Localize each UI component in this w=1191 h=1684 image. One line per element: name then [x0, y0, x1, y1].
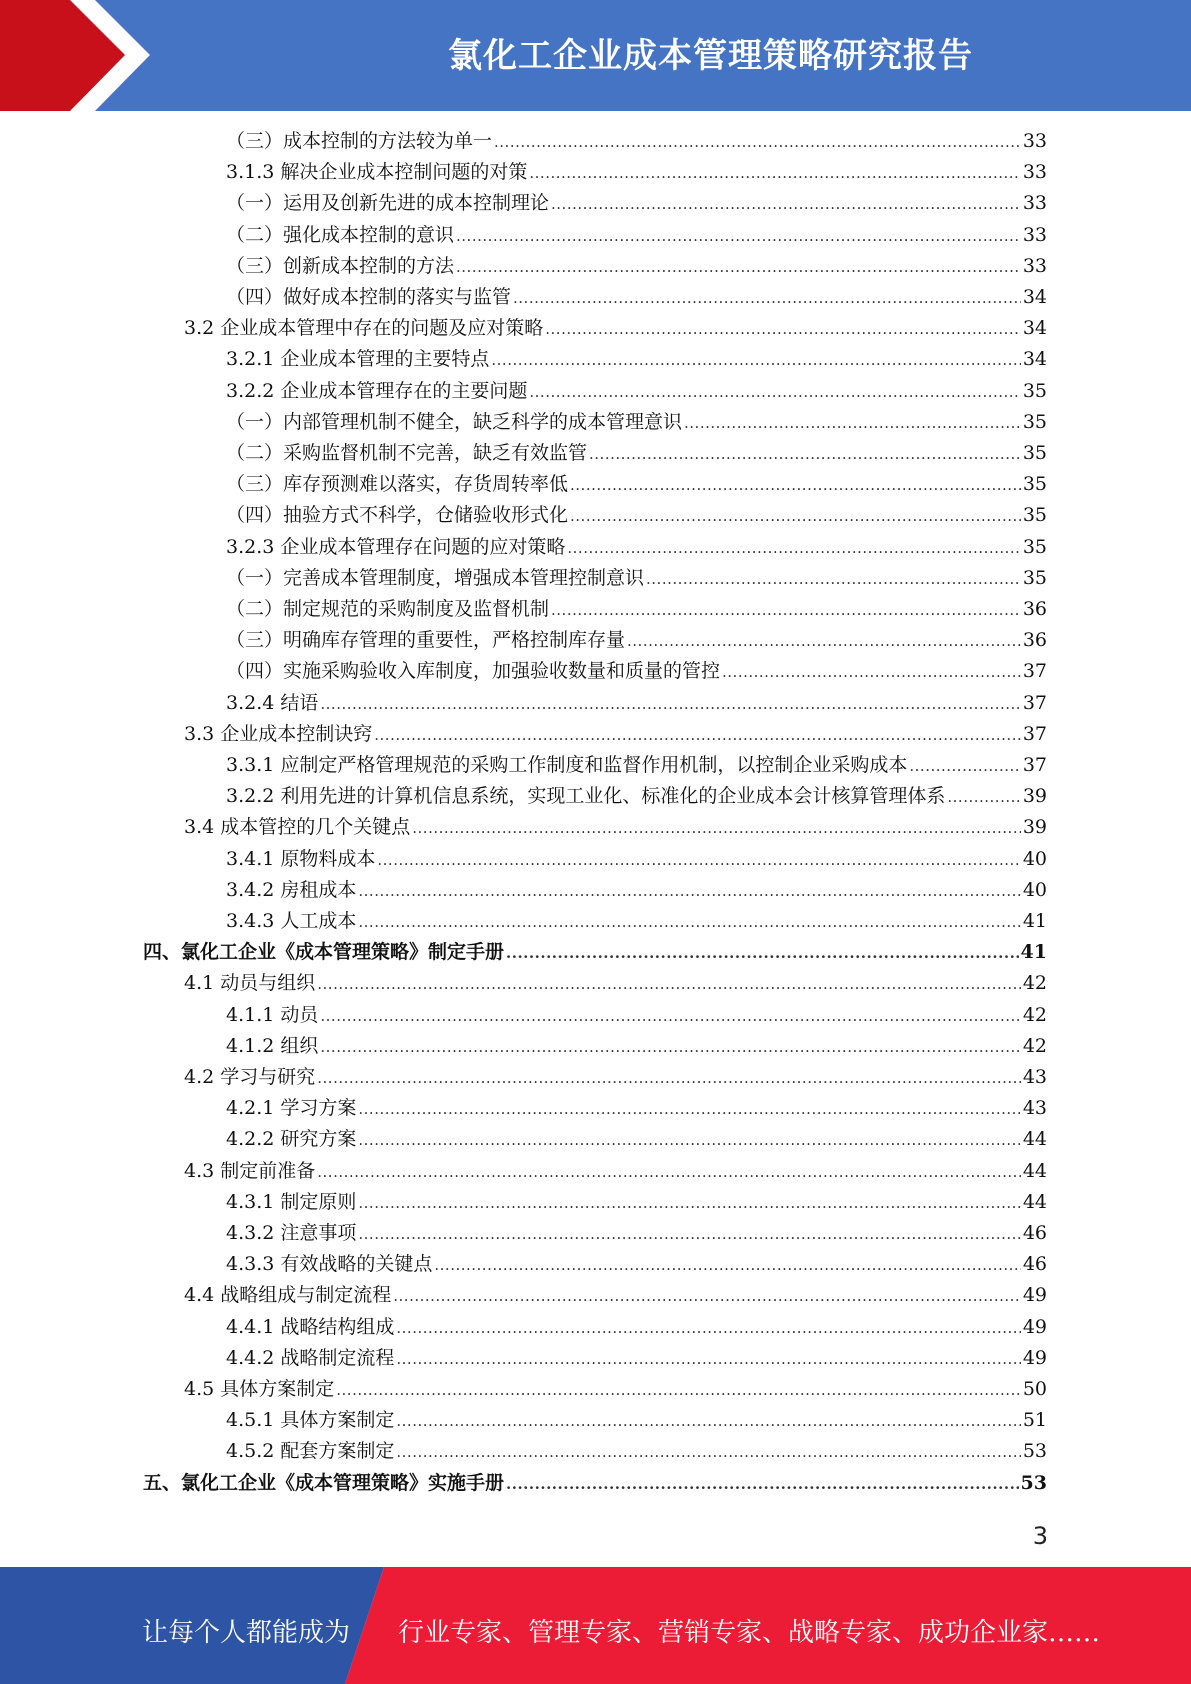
- toc-leader-dots: [627, 632, 1021, 650]
- toc-leader-dots: [434, 1256, 1020, 1274]
- toc-entry-label: （二）采购监督机制不完善，缺乏有效监管: [226, 442, 588, 464]
- toc-leader-dots: [320, 1007, 1020, 1025]
- toc-leader-dots: [722, 663, 1021, 681]
- toc-entry-page: 49: [1022, 1346, 1047, 1369]
- page-header: [0, 0, 1191, 111]
- toc-leader-dots: [506, 1475, 1019, 1493]
- toc-leader-dots: [491, 351, 1020, 369]
- toc-entry-label: 4.3 制定前准备: [184, 1159, 316, 1182]
- toc-leader-dots: [909, 757, 1020, 775]
- toc-entry-label: 4.3.2 注意事项: [226, 1222, 357, 1244]
- toc-entry[interactable]: [226, 750, 1047, 781]
- toc-leader-dots: [494, 133, 1021, 151]
- footer-slogan-right: 行业专家、管理专家、营销专家、战略专家、成功企业家……: [398, 1618, 1101, 1648]
- toc-entry[interactable]: [226, 906, 1047, 937]
- toc-leader-dots: [317, 1163, 1021, 1181]
- toc-entry[interactable]: [226, 1312, 1047, 1343]
- toc-entry-label: 3.2.2 利用先进的计算机信息系统，实现工业化、标准化的企业成本会计核算管理体系: [226, 785, 946, 808]
- toc-entry-label: （二）制定规范的采购制度及监督机制: [226, 598, 550, 620]
- toc-entry-label: （一）运用及创新先进的成本控制理论: [226, 192, 550, 215]
- toc-entry[interactable]: [226, 1249, 1047, 1280]
- toc-entry[interactable]: [143, 1468, 1047, 1499]
- page-number: 3: [1032, 1522, 1048, 1550]
- toc-entry-page: 44: [1022, 1159, 1047, 1182]
- toc-leader-dots: [396, 1412, 1020, 1430]
- toc-entry[interactable]: [226, 688, 1047, 719]
- toc-entry-page: 33: [1022, 223, 1047, 246]
- toc-entry[interactable]: [226, 407, 1047, 438]
- toc-leader-dots: [358, 1225, 1020, 1243]
- toc-entry[interactable]: [226, 1405, 1047, 1436]
- toc-entry-page: 36: [1022, 629, 1047, 652]
- toc-entry-page: 41: [1020, 941, 1047, 964]
- toc-entry-label: 3.4.3 人工成本: [226, 910, 357, 932]
- toc-entry-label: 4.3.3 有效战略的关键点: [226, 1253, 433, 1276]
- toc-entry-page: 35: [1022, 473, 1047, 496]
- toc-entry[interactable]: [226, 126, 1047, 157]
- toc-entry-page: 42: [1022, 1034, 1047, 1057]
- toc-entry[interactable]: [184, 968, 1047, 999]
- toc-leader-dots: [358, 913, 1020, 931]
- toc-entry[interactable]: [226, 1187, 1047, 1218]
- toc-entry-page: 35: [1022, 410, 1047, 433]
- toc-entry-label: 3.3.1 应制定严格管理规范的采购工作制度和监督作用机制，以控制企业采购成本: [226, 754, 908, 776]
- toc-entry[interactable]: [226, 563, 1047, 594]
- toc-leader-dots: [317, 1069, 1021, 1087]
- toc-entry-label: 4.5.2 配套方案制定: [226, 1440, 395, 1463]
- toc-leader-dots: [513, 289, 1021, 307]
- toc-entry-page: 37: [1022, 660, 1047, 683]
- toc-entry[interactable]: [226, 844, 1047, 875]
- toc-entry-label: （三）库存预测难以落实，存货周转率低: [226, 473, 569, 496]
- toc-entry[interactable]: [226, 220, 1047, 251]
- toc-leader-dots: [396, 1319, 1020, 1337]
- toc-entry-label: （一）完善成本管理制度，增强成本管理控制意识: [226, 566, 645, 589]
- toc-leader-dots: [529, 164, 1020, 182]
- toc-leader-dots: [320, 1038, 1020, 1056]
- toc-leader-dots: [358, 882, 1020, 900]
- toc-entry-label: 3.3 企业成本控制诀窍: [184, 722, 373, 745]
- toc-entry-page: 35: [1022, 566, 1047, 589]
- toc-entry-label: （四）抽验方式不科学，仓储验收形式化: [226, 504, 569, 527]
- toc-leader-dots: [567, 539, 1020, 557]
- toc-entry-page: 41: [1022, 910, 1047, 932]
- toc-entry[interactable]: [184, 719, 1047, 750]
- toc-entry[interactable]: [226, 188, 1047, 219]
- toc-leader-dots: [358, 1100, 1020, 1118]
- toc-entry[interactable]: [226, 1218, 1047, 1249]
- toc-leader-dots: [358, 1131, 1020, 1149]
- toc-entry[interactable]: [226, 656, 1047, 687]
- toc-entry[interactable]: [226, 344, 1047, 375]
- toc-entry-page: 51: [1022, 1409, 1047, 1432]
- toc-entry-label: 3.2 企业成本管理中存在的问题及应对策略: [184, 317, 544, 340]
- toc-entry[interactable]: [226, 594, 1047, 625]
- toc-leader-dots: [646, 570, 1021, 588]
- toc-leader-dots: [551, 195, 1021, 213]
- toc-entry-page: 35: [1022, 379, 1047, 402]
- toc-entry[interactable]: [184, 313, 1047, 344]
- toc-leader-dots: [336, 1381, 1021, 1399]
- toc-entry-label: （三）明确库存管理的重要性，严格控制库存量: [226, 629, 626, 652]
- toc-entry-page: 40: [1022, 847, 1047, 870]
- page-footer: [0, 1567, 1191, 1684]
- toc-entry[interactable]: [226, 625, 1047, 656]
- toc-entry-page: 37: [1022, 754, 1047, 776]
- report-title: 氯化工企业成本管理策略研究报告: [448, 36, 973, 76]
- toc-entry-label: 4.1.1 动员: [226, 1003, 319, 1026]
- toc-entry-page: 34: [1022, 317, 1047, 340]
- toc-entry[interactable]: [226, 1343, 1047, 1374]
- toc-entry-page: 46: [1022, 1253, 1047, 1276]
- toc-entry-label: 四、氯化工企业《成本管理策略》制定手册: [143, 941, 505, 964]
- toc-entry[interactable]: [226, 781, 1047, 812]
- toc-leader-dots: [377, 851, 1020, 869]
- toc-leader-dots: [358, 1194, 1020, 1212]
- toc-entry-label: （四）做好成本控制的落实与监管: [226, 286, 512, 308]
- toc-entry-page: 34: [1022, 286, 1047, 308]
- toc-leader-dots: [589, 445, 1021, 463]
- toc-leader-dots: [374, 726, 1021, 744]
- toc-entry-label: 4.3.1 制定原则: [226, 1190, 357, 1213]
- toc-leader-dots: [947, 788, 1020, 806]
- toc-entry[interactable]: [226, 282, 1047, 313]
- toc-entry-page: 44: [1022, 1190, 1047, 1213]
- toc-leader-dots: [320, 695, 1020, 713]
- toc-leader-dots: [551, 601, 1021, 619]
- toc-entry-page: 43: [1022, 1097, 1047, 1120]
- toc-entry-label: （三）成本控制的方法较为单一: [226, 130, 493, 152]
- toc-leader-dots: [317, 975, 1021, 993]
- toc-entry-label: 4.2.2 研究方案: [226, 1128, 357, 1151]
- toc-entry[interactable]: [184, 1062, 1047, 1093]
- toc-leader-dots: [570, 507, 1021, 525]
- toc-entry-label: 3.1.3 解决企业成本控制问题的对策: [226, 161, 528, 184]
- toc-entry[interactable]: [184, 1374, 1047, 1405]
- toc-entry-label: 4.5.1 具体方案制定: [226, 1409, 395, 1432]
- toc-entry[interactable]: [226, 1124, 1047, 1155]
- toc-entry[interactable]: [184, 1156, 1047, 1187]
- toc-entry-label: 4.4 战略组成与制定流程: [184, 1284, 392, 1307]
- toc-entry-page: 39: [1022, 816, 1047, 839]
- toc-entry[interactable]: [226, 875, 1047, 906]
- toc-leader-dots: [412, 819, 1021, 837]
- toc-leader-dots: [396, 1443, 1020, 1461]
- toc-entry-page: 53: [1020, 1471, 1047, 1494]
- toc-entry-label: 4.2 学习与研究: [184, 1066, 316, 1088]
- toc-entry[interactable]: [226, 1093, 1047, 1124]
- toc-entry[interactable]: [226, 1000, 1047, 1031]
- toc-entry-page: 34: [1022, 348, 1047, 371]
- footer-slogan-left: 让每个人都能成为: [142, 1618, 351, 1648]
- toc-entry-label: 3.4.2 房租成本: [226, 878, 357, 901]
- toc-entry-label: 4.2.1 学习方案: [226, 1097, 357, 1120]
- toc-entry[interactable]: [226, 1031, 1047, 1062]
- toc-entry[interactable]: [143, 937, 1047, 968]
- toc-entry-page: 49: [1022, 1315, 1047, 1338]
- toc-entry-page: 37: [1022, 722, 1047, 745]
- toc-entry-label: 3.2.2 企业成本管理存在的主要问题: [226, 379, 528, 402]
- toc-entry-page: 53: [1022, 1440, 1047, 1463]
- toc-entry-page: 33: [1022, 161, 1047, 184]
- toc-leader-dots: [570, 476, 1021, 494]
- toc-entry-label: 4.1 动员与组织: [184, 972, 316, 995]
- toc-leader-dots: [393, 1287, 1021, 1305]
- toc-entry-label: 4.4.2 战略制定流程: [226, 1346, 395, 1369]
- toc-entry-label: 3.2.3 企业成本管理存在问题的应对策略: [226, 535, 566, 558]
- toc-entry-page: 42: [1022, 1003, 1047, 1026]
- toc-entry[interactable]: [226, 1436, 1047, 1467]
- toc-leader-dots: [684, 414, 1021, 432]
- toc-entry-page: 33: [1022, 254, 1047, 277]
- toc-entry-page: 49: [1022, 1284, 1047, 1307]
- toc-entry-page: 42: [1022, 972, 1047, 995]
- toc-entry[interactable]: [226, 500, 1047, 531]
- toc-leader-dots: [529, 383, 1020, 401]
- toc-leader-dots: [545, 320, 1021, 338]
- toc-entry-page: 35: [1022, 535, 1047, 558]
- toc-entry-page: 33: [1022, 130, 1047, 152]
- toc-entry-label: 4.5 具体方案制定: [184, 1378, 335, 1400]
- toc-leader-dots: [456, 258, 1021, 276]
- toc-entry-page: 37: [1022, 691, 1047, 714]
- toc-entry-label: （一）内部管理机制不健全，缺乏科学的成本管理意识: [226, 410, 683, 433]
- toc-entry[interactable]: [184, 1280, 1047, 1311]
- toc-entry[interactable]: [226, 251, 1047, 282]
- toc-entry-page: 36: [1022, 598, 1047, 620]
- toc-entry[interactable]: [226, 438, 1047, 469]
- toc-leader-dots: [456, 227, 1021, 245]
- toc-entry[interactable]: [226, 469, 1047, 500]
- toc-entry-page: 33: [1022, 192, 1047, 215]
- toc-entry[interactable]: [226, 532, 1047, 563]
- toc-entry-page: 39: [1022, 785, 1047, 808]
- toc-entry-page: 35: [1022, 442, 1047, 464]
- toc-entry-label: 3.4 成本管控的几个关键点: [184, 816, 411, 839]
- toc-entry-page: 40: [1022, 878, 1047, 901]
- toc-entry-page: 44: [1022, 1128, 1047, 1151]
- toc-entry-page: 50: [1022, 1378, 1047, 1400]
- toc-entry-label: 3.2.4 结语: [226, 691, 319, 714]
- toc-entry-label: 3.2.1 企业成本管理的主要特点: [226, 348, 490, 371]
- toc-entry-page: 35: [1022, 504, 1047, 527]
- toc-leader-dots: [396, 1350, 1020, 1368]
- toc-entry-label: 4.4.1 战略结构组成: [226, 1315, 395, 1338]
- toc-leader-dots: [506, 944, 1019, 962]
- toc-entry[interactable]: [184, 812, 1047, 843]
- toc-entry[interactable]: [226, 376, 1047, 407]
- toc-entry[interactable]: [226, 157, 1047, 188]
- toc-entry-page: 46: [1022, 1222, 1047, 1244]
- toc-entry-label: 3.4.1 原物料成本: [226, 847, 376, 870]
- toc-entry-page: 43: [1022, 1066, 1047, 1088]
- toc-entry-label: 五、氯化工企业《成本管理策略》实施手册: [143, 1471, 505, 1494]
- toc-entry-label: （二）强化成本控制的意识: [226, 223, 455, 246]
- toc-entry-label: 4.1.2 组织: [226, 1034, 319, 1057]
- toc-entry-label: （三）创新成本控制的方法: [226, 254, 455, 277]
- toc-entry-label: （四）实施采购验收入库制度，加强验收数量和质量的管控: [226, 660, 721, 683]
